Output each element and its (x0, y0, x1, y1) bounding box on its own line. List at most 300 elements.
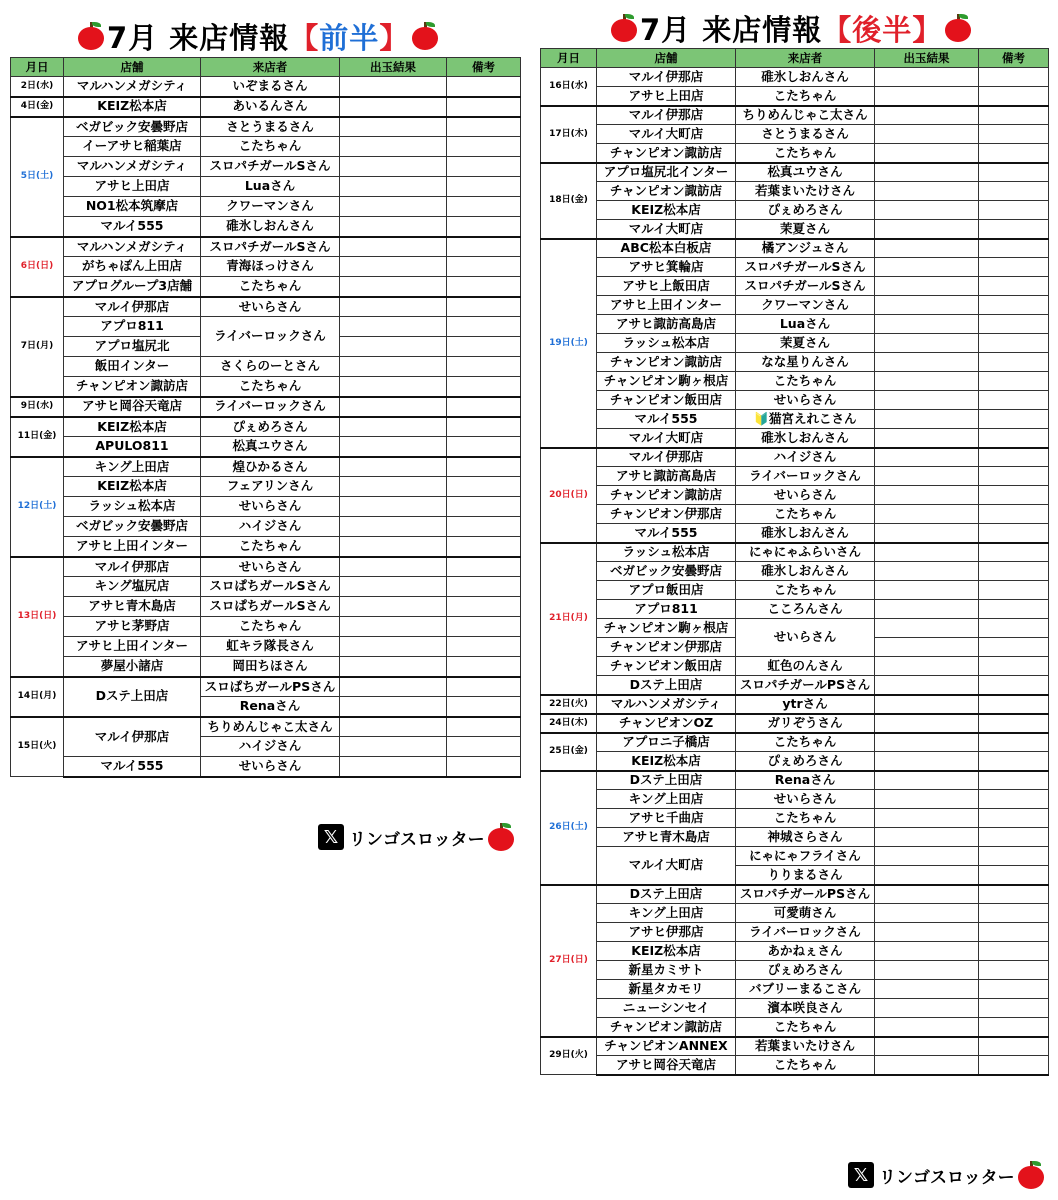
result-cell[interactable] (875, 752, 979, 771)
visitor-cell: クワーマンさん (736, 296, 875, 315)
result-cell[interactable] (340, 757, 447, 777)
notes-cell[interactable] (979, 239, 1049, 258)
result-cell[interactable] (875, 1037, 979, 1056)
notes-cell[interactable] (979, 809, 1049, 828)
notes-cell[interactable] (979, 163, 1049, 182)
header-visitor: 来店者 (736, 49, 875, 68)
result-cell[interactable] (875, 125, 979, 144)
visitor-cell: せいらさん (736, 790, 875, 809)
notes-cell[interactable] (447, 457, 521, 477)
table-row (541, 828, 1049, 847)
result-cell[interactable] (875, 733, 979, 752)
notes-cell[interactable] (979, 277, 1049, 296)
result-cell[interactable] (340, 97, 447, 117)
table-row (541, 144, 1049, 163)
result-cell[interactable] (340, 537, 447, 557)
header-result: 出玉結果 (875, 49, 979, 68)
apple-icon (78, 22, 104, 50)
notes-cell[interactable] (447, 277, 521, 297)
result-cell[interactable] (340, 737, 447, 757)
notes-cell[interactable] (447, 557, 521, 577)
notes-cell[interactable] (447, 237, 521, 257)
notes-cell[interactable] (447, 317, 521, 337)
result-cell[interactable] (875, 1018, 979, 1037)
table-row (541, 847, 1049, 866)
table-row (541, 543, 1049, 562)
notes-cell[interactable] (447, 737, 521, 757)
result-cell[interactable] (875, 1056, 979, 1075)
store-cell: チャンピオン駒ヶ根店 (597, 619, 736, 638)
result-cell[interactable] (875, 524, 979, 543)
notes-cell[interactable] (979, 125, 1049, 144)
result-cell[interactable] (875, 448, 979, 467)
notes-cell[interactable] (447, 617, 521, 637)
result-cell[interactable] (875, 828, 979, 847)
table-row (541, 1037, 1049, 1056)
result-cell[interactable] (875, 391, 979, 410)
result-cell[interactable] (875, 182, 979, 201)
visitor-cell: こたちゃん (736, 372, 875, 391)
notes-cell[interactable] (447, 337, 521, 357)
notes-cell[interactable] (979, 524, 1049, 543)
table-row (11, 397, 521, 417)
store-cell: チャンピオンOZ (597, 714, 736, 733)
result-cell[interactable] (340, 477, 447, 497)
notes-cell[interactable] (979, 619, 1049, 638)
visitor-cell: 茉夏さん (736, 334, 875, 353)
notes-cell[interactable] (979, 258, 1049, 277)
visitor-cell: いぞまるさん (201, 77, 340, 97)
result-cell[interactable] (875, 619, 979, 638)
result-cell[interactable] (875, 562, 979, 581)
notes-cell[interactable] (979, 828, 1049, 847)
store-cell: アサヒ青木島店 (597, 828, 736, 847)
result-cell[interactable] (875, 999, 979, 1018)
notes-cell[interactable] (447, 757, 521, 777)
notes-cell[interactable] (979, 847, 1049, 866)
table-row (541, 258, 1049, 277)
result-cell[interactable] (340, 697, 447, 717)
notes-cell[interactable] (979, 201, 1049, 220)
table-body (11, 77, 521, 777)
date-cell: 13日(日) (11, 557, 64, 677)
notes-cell[interactable] (979, 448, 1049, 467)
date-cell: 15日(火) (11, 717, 64, 777)
visitor-cell: 神城さらさん (736, 828, 875, 847)
result-cell[interactable] (875, 410, 979, 429)
table-row (11, 717, 521, 737)
visitor-cell: ライバーロックさん (201, 317, 340, 357)
table-row (541, 695, 1049, 714)
result-cell[interactable] (340, 337, 447, 357)
notes-cell[interactable] (447, 377, 521, 397)
result-cell[interactable] (340, 557, 447, 577)
table-row (541, 448, 1049, 467)
table-row (541, 904, 1049, 923)
visitor-cell: 碓氷しおんさん (736, 68, 875, 87)
apple-icon (611, 14, 637, 42)
result-cell[interactable] (340, 357, 447, 377)
notes-cell[interactable] (447, 177, 521, 197)
right-title-prefix: 7月 来店情報 (640, 12, 823, 47)
result-cell[interactable] (340, 197, 447, 217)
store-cell: アサヒ岡谷天竜店 (64, 397, 201, 417)
store-cell: マルハンメガシティ (64, 157, 201, 177)
table-row (11, 437, 521, 457)
result-cell[interactable] (340, 77, 447, 97)
visitor-cell: なな星りんさん (736, 353, 875, 372)
result-cell[interactable] (875, 296, 979, 315)
notes-cell[interactable] (979, 505, 1049, 524)
table-row (541, 885, 1049, 904)
visitor-cell: さとうまるさん (201, 117, 340, 137)
notes-cell[interactable] (979, 942, 1049, 961)
notes-cell[interactable] (447, 397, 521, 417)
result-cell[interactable] (340, 577, 447, 597)
result-cell[interactable] (340, 657, 447, 677)
result-cell[interactable] (875, 961, 979, 980)
result-cell[interactable] (340, 457, 447, 477)
notes-cell[interactable] (979, 600, 1049, 619)
result-cell[interactable] (875, 695, 979, 714)
result-cell[interactable] (340, 217, 447, 237)
notes-cell[interactable] (979, 391, 1049, 410)
notes-cell[interactable] (979, 1018, 1049, 1037)
store-cell: チャンピオン諏訪店 (597, 182, 736, 201)
result-cell[interactable] (875, 942, 979, 961)
date-cell: 27日(日) (541, 885, 597, 1037)
notes-cell[interactable] (447, 77, 521, 97)
result-cell[interactable] (340, 157, 447, 177)
notes-cell[interactable] (447, 697, 521, 717)
notes-cell[interactable] (979, 144, 1049, 163)
date-cell: 12日(土) (11, 457, 64, 557)
notes-cell[interactable] (447, 677, 521, 697)
store-cell: アサヒ伊那店 (597, 923, 736, 942)
notes-cell[interactable] (447, 137, 521, 157)
notes-cell[interactable] (979, 581, 1049, 600)
left-title-bracket-open: 【 (289, 20, 320, 55)
visitor-cell: にゃにゃふらいさん (736, 543, 875, 562)
notes-cell[interactable] (979, 885, 1049, 904)
table-row (11, 537, 521, 557)
result-cell[interactable] (875, 334, 979, 353)
notes-cell[interactable] (979, 543, 1049, 562)
notes-cell[interactable] (979, 695, 1049, 714)
notes-cell[interactable] (447, 157, 521, 177)
visitor-cell: せいらさん (736, 486, 875, 505)
table-row (11, 597, 521, 617)
visitor-cell: にゃにゃフライさん (736, 847, 875, 866)
result-cell[interactable] (875, 163, 979, 182)
notes-cell[interactable] (979, 429, 1049, 448)
store-cell: アサヒ上田インター (64, 537, 201, 557)
visitor-cell: こころんさん (736, 600, 875, 619)
result-cell[interactable] (875, 771, 979, 790)
table-row (541, 733, 1049, 752)
store-cell: ラッシュ松本店 (64, 497, 201, 517)
result-cell[interactable] (875, 638, 979, 657)
result-cell[interactable] (340, 417, 447, 437)
notes-cell[interactable] (979, 106, 1049, 125)
notes-cell[interactable] (979, 752, 1049, 771)
result-cell[interactable] (875, 866, 979, 885)
store-cell: キング上田店 (597, 790, 736, 809)
visitor-cell: ytrさん (736, 695, 875, 714)
table-row (11, 197, 521, 217)
notes-cell[interactable] (447, 217, 521, 237)
result-cell[interactable] (340, 677, 447, 697)
notes-cell[interactable] (979, 980, 1049, 999)
result-cell[interactable] (340, 137, 447, 157)
table-row (11, 117, 521, 137)
visitor-cell: 🔰猫宮えれこさん (736, 410, 875, 429)
store-cell: Dステ上田店 (597, 885, 736, 904)
table-row (541, 714, 1049, 733)
store-cell: チャンピオン飯田店 (597, 657, 736, 676)
notes-cell[interactable] (979, 486, 1049, 505)
store-cell: KEIZ松本店 (597, 942, 736, 961)
result-cell[interactable] (875, 68, 979, 87)
notes-cell[interactable] (447, 117, 521, 137)
result-cell[interactable] (875, 87, 979, 106)
table-row (11, 657, 521, 677)
store-cell: マルハンメガシティ (597, 695, 736, 714)
notes-cell[interactable] (447, 657, 521, 677)
table-row (11, 497, 521, 517)
result-cell[interactable] (340, 397, 447, 417)
visitor-cell: バブリーまるこさん (736, 980, 875, 999)
store-cell: キング塩尻店 (64, 577, 201, 597)
result-cell[interactable] (340, 257, 447, 277)
store-cell: チャンピオン駒ヶ根店 (597, 372, 736, 391)
store-cell: マルイ555 (64, 217, 201, 237)
visitor-cell: スロパチガールSさん (736, 258, 875, 277)
result-cell[interactable] (340, 117, 447, 137)
table-row (541, 106, 1049, 125)
notes-cell[interactable] (447, 97, 521, 117)
notes-cell[interactable] (447, 517, 521, 537)
notes-cell[interactable] (979, 638, 1049, 657)
notes-cell[interactable] (979, 68, 1049, 87)
visitor-cell: こたちゃん (201, 617, 340, 637)
notes-cell[interactable] (979, 334, 1049, 353)
table-row (541, 505, 1049, 524)
visitor-cell: スロぱちガールSさん (201, 577, 340, 597)
result-cell[interactable] (875, 923, 979, 942)
result-cell[interactable] (875, 980, 979, 999)
notes-cell[interactable] (447, 437, 521, 457)
notes-cell[interactable] (447, 297, 521, 317)
result-cell[interactable] (340, 617, 447, 637)
visitor-cell: 碓氷しおんさん (736, 562, 875, 581)
notes-cell[interactable] (979, 1037, 1049, 1056)
notes-cell[interactable] (979, 1056, 1049, 1075)
credit-text: リンゴスロッター (879, 1167, 1015, 1188)
notes-cell[interactable] (447, 497, 521, 517)
notes-cell[interactable] (979, 315, 1049, 334)
table-row (541, 581, 1049, 600)
table-row (541, 429, 1049, 448)
table-row (11, 357, 521, 377)
notes-cell[interactable] (447, 597, 521, 617)
notes-cell[interactable] (447, 717, 521, 737)
result-cell[interactable] (340, 277, 447, 297)
result-cell[interactable] (875, 372, 979, 391)
notes-cell[interactable] (447, 357, 521, 377)
visitor-cell: 茉夏さん (736, 220, 875, 239)
notes-cell[interactable] (979, 771, 1049, 790)
store-cell: Dステ上田店 (64, 677, 201, 717)
visitor-cell: せいらさん (201, 557, 340, 577)
apple-icon (945, 14, 971, 42)
notes-cell[interactable] (447, 477, 521, 497)
header-date: 月日 (11, 58, 64, 77)
result-cell[interactable] (875, 581, 979, 600)
notes-cell[interactable] (979, 410, 1049, 429)
x-logo-icon[interactable]: 𝕏 (848, 1162, 874, 1188)
notes-cell[interactable] (979, 467, 1049, 486)
table-row (541, 619, 1049, 638)
visitor-cell: ぴぇめろさん (736, 201, 875, 220)
result-cell[interactable] (875, 353, 979, 372)
result-cell[interactable] (875, 543, 979, 562)
cut-off-next-content (600, 1193, 1000, 1200)
result-cell[interactable] (875, 277, 979, 296)
result-cell[interactable] (875, 429, 979, 448)
store-cell: マルハンメガシティ (64, 77, 201, 97)
apple-icon (412, 22, 438, 50)
store-cell: アプロ飯田店 (597, 581, 736, 600)
store-cell: アプログループ3店舗 (64, 277, 201, 297)
notes-cell[interactable] (979, 961, 1049, 980)
result-cell[interactable] (875, 486, 979, 505)
notes-cell[interactable] (979, 714, 1049, 733)
visitor-cell: りりまるさん (736, 866, 875, 885)
result-cell[interactable] (875, 239, 979, 258)
notes-cell[interactable] (979, 866, 1049, 885)
result-cell[interactable] (340, 637, 447, 657)
notes-cell[interactable] (979, 733, 1049, 752)
notes-cell[interactable] (979, 87, 1049, 106)
notes-cell[interactable] (447, 257, 521, 277)
notes-cell[interactable] (979, 657, 1049, 676)
store-cell: チャンピオンANNEX (597, 1037, 736, 1056)
visitor-cell: ちりめんじゃこ太さん (736, 106, 875, 125)
notes-cell[interactable] (979, 676, 1049, 695)
notes-cell[interactable] (979, 296, 1049, 315)
result-cell[interactable] (875, 809, 979, 828)
visitor-cell: フェアリンさん (201, 477, 340, 497)
store-cell: 夢屋小諸店 (64, 657, 201, 677)
result-cell[interactable] (875, 885, 979, 904)
visitor-cell: こたちゃん (201, 137, 340, 157)
result-cell[interactable] (340, 317, 447, 337)
visitor-cell: せいらさん (736, 619, 875, 657)
result-cell[interactable] (875, 676, 979, 695)
notes-cell[interactable] (979, 999, 1049, 1018)
result-cell[interactable] (875, 201, 979, 220)
result-cell[interactable] (875, 505, 979, 524)
result-cell[interactable] (340, 437, 447, 457)
table-row (541, 277, 1049, 296)
table-row (541, 87, 1049, 106)
notes-cell[interactable] (979, 182, 1049, 201)
visitor-cell: 碓氷しおんさん (201, 217, 340, 237)
result-cell[interactable] (340, 237, 447, 257)
result-cell[interactable] (875, 714, 979, 733)
date-cell: 11日(金) (11, 417, 64, 457)
date-cell: 4日(金) (11, 97, 64, 117)
store-cell: KEIZ松本店 (64, 477, 201, 497)
result-cell[interactable] (875, 467, 979, 486)
table-row (541, 220, 1049, 239)
result-cell[interactable] (875, 144, 979, 163)
notes-cell[interactable] (447, 537, 521, 557)
result-cell[interactable] (875, 106, 979, 125)
result-cell[interactable] (875, 600, 979, 619)
result-cell[interactable] (875, 258, 979, 277)
visitor-cell: 可愛萌さん (736, 904, 875, 923)
visitor-cell: こたちゃん (201, 277, 340, 297)
visitor-cell: ライバーロックさん (201, 397, 340, 417)
notes-cell[interactable] (447, 197, 521, 217)
credit-text: リンゴスロッター (349, 829, 485, 850)
notes-cell[interactable] (979, 790, 1049, 809)
result-cell[interactable] (875, 657, 979, 676)
notes-cell[interactable] (447, 577, 521, 597)
result-cell[interactable] (340, 297, 447, 317)
store-cell: マルハンメガシティ (64, 237, 201, 257)
result-cell[interactable] (875, 315, 979, 334)
result-cell[interactable] (875, 904, 979, 923)
notes-cell[interactable] (979, 923, 1049, 942)
apple-icon (1018, 1161, 1044, 1189)
result-cell[interactable] (875, 847, 979, 866)
table-row (11, 257, 521, 277)
result-cell[interactable] (340, 177, 447, 197)
notes-cell[interactable] (979, 220, 1049, 239)
header-store: 店舗 (597, 49, 736, 68)
store-cell: チャンピオン飯田店 (597, 391, 736, 410)
notes-cell[interactable] (979, 904, 1049, 923)
notes-cell[interactable] (447, 637, 521, 657)
result-cell[interactable] (340, 497, 447, 517)
result-cell[interactable] (875, 220, 979, 239)
result-cell[interactable] (340, 597, 447, 617)
notes-cell[interactable] (979, 372, 1049, 391)
result-cell[interactable] (340, 377, 447, 397)
visitor-cell: せいらさん (201, 297, 340, 317)
result-cell[interactable] (875, 790, 979, 809)
visitor-cell: ぴぇめろさん (736, 752, 875, 771)
table-row (541, 1018, 1049, 1037)
result-cell[interactable] (340, 517, 447, 537)
store-cell: 飯田インター (64, 357, 201, 377)
header-notes: 備考 (447, 58, 521, 77)
notes-cell[interactable] (979, 353, 1049, 372)
date-cell: 7日(月) (11, 297, 64, 397)
store-cell: 新星カミサト (597, 961, 736, 980)
notes-cell[interactable] (447, 417, 521, 437)
notes-cell[interactable] (979, 562, 1049, 581)
visitor-cell: さとうまるさん (736, 125, 875, 144)
table-row (11, 637, 521, 657)
result-cell[interactable] (340, 717, 447, 737)
x-logo-icon[interactable]: 𝕏 (318, 824, 344, 850)
right-title-bracket-close: 】 (912, 12, 943, 47)
store-cell: アプロニ子橋店 (597, 733, 736, 752)
